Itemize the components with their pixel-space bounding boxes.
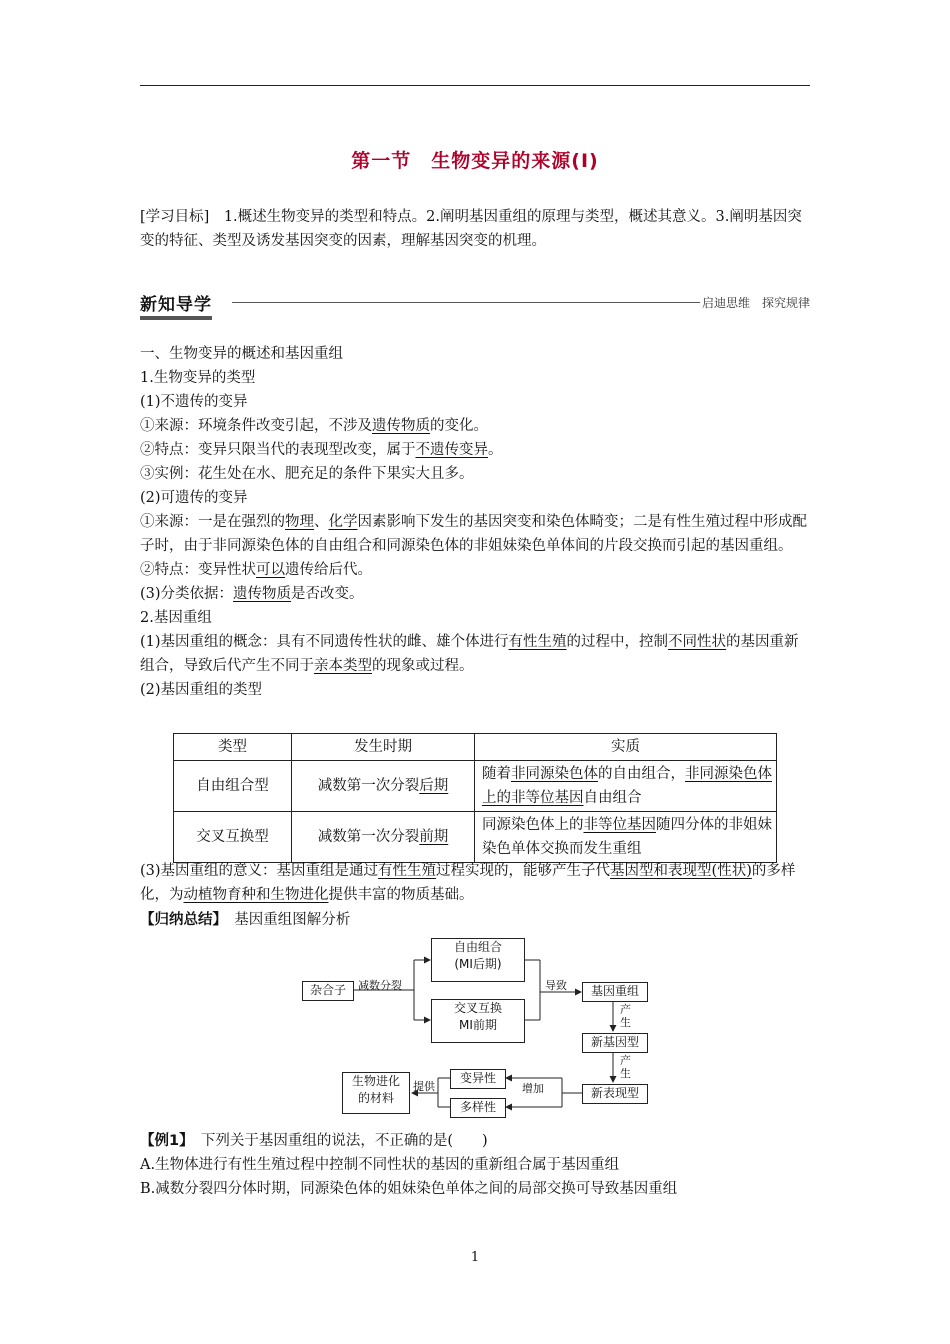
table-cell: 同源染色体上的非等位基因随四分体的非姐妹染色单体交换而发生重组 [475,812,777,863]
line-heritable-source: ①来源：一是在强烈的物理、化学因素影响下发生的基因突变和染色体畸变；二是有性生殖过程中形成配子时，由于非同源染色体的自由组合和同源染色体的非姐妹染色单体间的片段交换而引起的基因重组。 [140,514,807,554]
line-heritable-feature: ②特点：变异性状可以遗传给后代。 [140,562,372,578]
line-feature: ②特点：变异只限当代的表现型改变，属于不遗传变异。 [140,442,503,458]
example-question: 【例1】 下列关于基因重组的说法，不正确的是( ) [140,1133,488,1149]
line-recomb-types: (2)基因重组的类型 [140,682,263,698]
page-number: 1 [470,1250,480,1265]
label-produce-1: 产生 [620,1003,631,1029]
example-tag: 【例1】 [140,1133,187,1149]
box-free-combination: 自由组合 (MⅠ后期) [431,938,525,982]
box-recombination: 基因重组 [582,982,648,1002]
recombination-types-table [173,733,777,863]
box-variability: 变异性 [450,1069,506,1089]
line-classification: (3)分类依据：遗传物质是否改变。 [140,586,364,602]
line-recomb-concept: (1)基因重组的概念：具有不同遗传性状的雌、雄个体进行有性生殖的过程中，控制不同性状的基因重新组合，导致后代产生不同于亲本类型的现象或过程。 [140,634,799,674]
heading-1-1: 1.生物变异的类型 [140,370,256,386]
section-bar [140,290,810,320]
body-text [140,342,810,702]
learning-objectives: [学习目标] 1.概述生物变异的类型和特点。2.阐明基因重组的原理与类型，概述其意义。3.阐明基因突变的特征、类型及诱发基因突变的因素，理解基因突变的机理。 [140,209,802,249]
option-a: A.生物体进行有性生殖过程中控制不同性状的基因的重新组合属于基因重组 [140,1157,620,1173]
page-title: 第一节 生物变异的来源(Ⅰ) [351,150,599,172]
box-diversity: 多样性 [450,1098,506,1118]
box-evolution-material: 生物进化 的材料 [342,1072,410,1114]
summary-tag: 【归纳总结】 [140,912,220,928]
table-cell: 自由组合型 [174,761,292,812]
section-divider [232,302,700,303]
section-label: 新知导学 [140,290,212,320]
table-header-row [174,734,777,761]
table-header: 类型 [174,734,292,761]
table-cell: 减数第一次分裂前期 [292,812,475,863]
table-header: 发生时期 [292,734,475,761]
table-cell: 减数第一次分裂后期 [292,761,475,812]
label-meiosis: 减数分裂 [358,979,402,992]
line-source: ①来源：环境条件改变引起，不涉及遗传物质的变化。 [140,418,488,434]
label-increase: 增加 [522,1082,544,1095]
recombination-diagram [300,935,660,1120]
table-cell: 随着非同源染色体的自由组合，非同源染色体上的非等位基因自由组合 [475,761,777,812]
label-provide: 提供 [413,1080,435,1093]
line-example: ③实例：花生处在水、肥充足的条件下果实大且多。 [140,466,474,482]
box-crossing-over: 交叉互换 MⅠ前期 [431,999,525,1043]
table-row [174,761,777,812]
section-tagline: 启迪思维 探究规律 [701,296,810,310]
heading-1-1-1: (1)不遗传的变异 [140,394,248,410]
table-cell: 交叉互换型 [174,812,292,863]
label-produce-2: 产生 [620,1054,631,1080]
box-new-genotype: 新基因型 [582,1033,648,1053]
heading-1-1-2: (2)可遗传的变异 [140,490,248,506]
box-new-phenotype: 新表现型 [582,1084,648,1104]
example-block [140,1129,810,1201]
heading-1-2: 2.基因重组 [140,610,212,626]
label-lead: 导致 [545,979,567,992]
table-header: 实质 [475,734,777,761]
summary-line: 【归纳总结】 基因重组图解分析 [140,912,351,928]
table-row [174,812,777,863]
recomb-significance: (3)基因重组的意义：基因重组是通过有性生殖过程实现的，能够产生子代基因型和表现型(性状)的多样化，为动植物育种和生物进化提供丰富的物质基础。 [140,863,796,903]
option-b: B.减数分裂四分体时期，同源染色体的姐妹染色单体之间的局部交换可导致基因重组 [140,1181,678,1197]
heading-1: 一、生物变异的概述和基因重组 [140,346,343,362]
box-hybrid: 杂合子 [302,981,354,1001]
header-rule [140,85,810,86]
